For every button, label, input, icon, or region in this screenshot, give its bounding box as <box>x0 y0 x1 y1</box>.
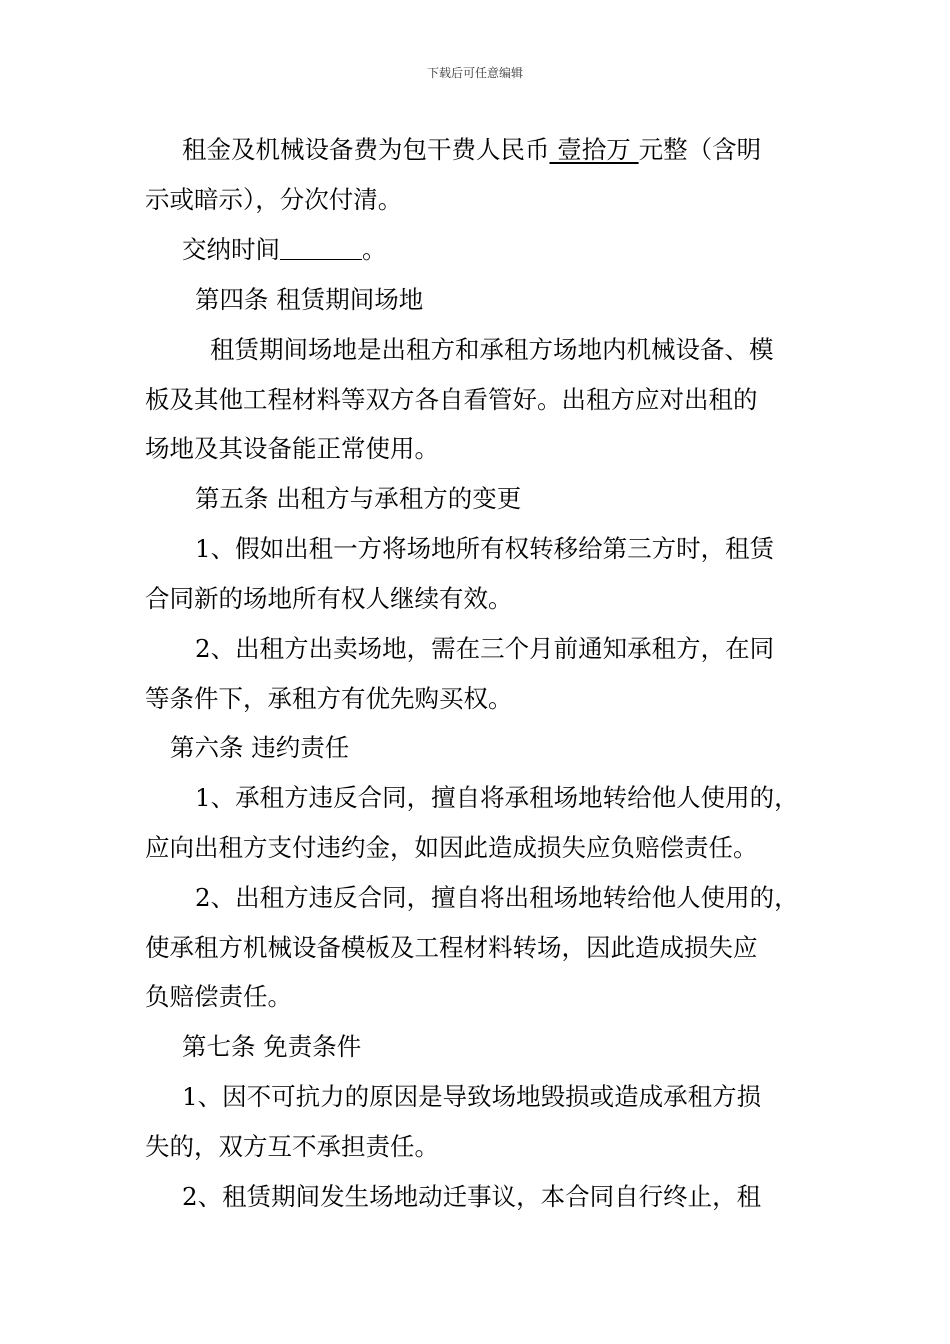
paragraph-line: 2、租赁期间发生场地动迁事议，本合同自行终止，租 <box>182 1182 762 1211</box>
article-heading: 第四条 租赁期间场地 <box>195 285 424 314</box>
paragraph-line: 2、出租方出卖场地，需在三个月前通知承租方，在同 <box>195 634 775 663</box>
paragraph-line: 租赁期间场地是出租方和承租方场地内机械设备、模 <box>210 335 774 364</box>
text-segment: 租金及机械设备费为包干费人民币 <box>182 135 550 164</box>
paragraph-line: 等条件下，承租方有优先购买权。 <box>145 684 513 713</box>
article-heading: 第五条 出租方与承租方的变更 <box>195 484 522 513</box>
paragraph-line: 1、假如出租一方将场地所有权转移给第三方时，租赁 <box>195 534 775 563</box>
paragraph-line: 失的，双方互不承担责任。 <box>145 1132 439 1161</box>
paragraph-line: 板及其他工程材料等双方各自看管好。出租方应对出租的 <box>145 385 758 414</box>
rent-amount: 壹拾万 <box>549 135 639 164</box>
paragraph-line <box>182 135 852 165</box>
paragraph-line: 2、出租方违反合同，擅自将出租场地转给他人使用的， <box>195 883 799 912</box>
text-segment: 交纳时间 <box>182 235 280 264</box>
text-segment: 。 <box>362 235 387 264</box>
blank-underline <box>280 237 362 260</box>
text-segment: 元整（含明 <box>638 135 762 164</box>
paragraph-line <box>182 235 852 265</box>
paragraph-line: 使承租方机械设备模板及工程材料转场，因此造成损失应 <box>145 933 758 962</box>
paragraph-line: 应向出租方支付违约金，如因此造成损失应负赔偿责任。 <box>145 833 758 862</box>
paragraph-line: 负赔偿责任。 <box>145 982 292 1011</box>
article-heading: 第七条 免责条件 <box>182 1032 362 1061</box>
paragraph-line: 示或暗示），分次付清。 <box>145 185 403 214</box>
article-heading: 第六条 违约责任 <box>170 733 350 762</box>
page-header: 下载后可任意编辑 <box>426 66 523 80</box>
paragraph-line: 1、因不可抗力的原因是导致场地毁损或造成承租方损 <box>182 1082 762 1111</box>
paragraph-line: 场地及其设备能正常使用。 <box>145 434 439 463</box>
paragraph-line: 合同新的场地所有权人继续有效。 <box>145 584 513 613</box>
paragraph-line: 1、承租方违反合同，擅自将承租场地转给他人使用的， <box>195 783 799 812</box>
